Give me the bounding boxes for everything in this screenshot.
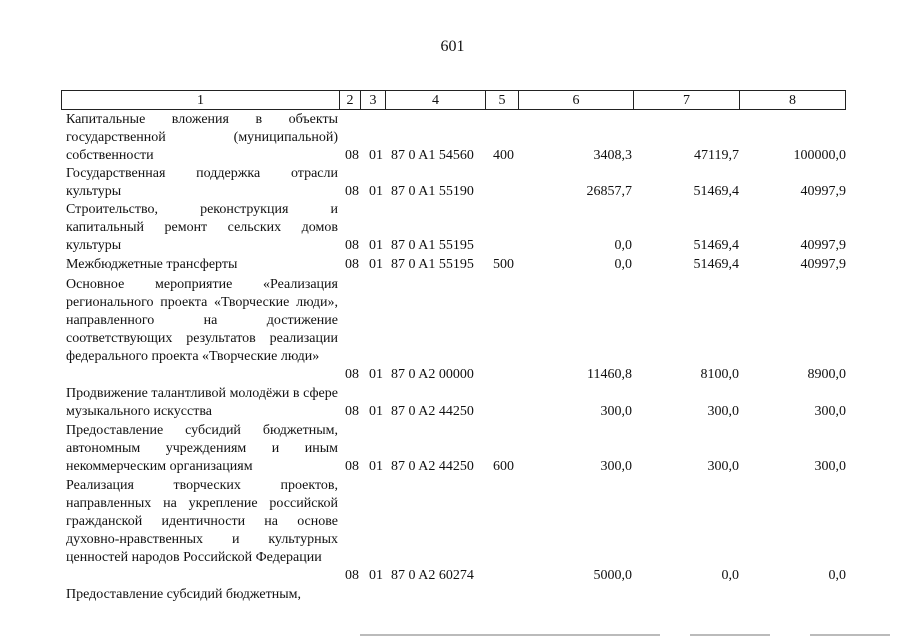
row-value-col8: 0,0 bbox=[828, 568, 846, 583]
row-value-col8: 8900,0 bbox=[807, 367, 846, 382]
row-subsection: 01 bbox=[369, 367, 383, 382]
row-expense-type: 500 bbox=[493, 257, 514, 272]
row-value-col8: 40997,9 bbox=[800, 238, 846, 253]
row-value-col7: 51469,4 bbox=[693, 257, 739, 272]
row-target-code: 87 0 A1 55190 bbox=[391, 184, 474, 199]
row-value-col8: 40997,9 bbox=[800, 257, 846, 272]
row-section: 08 bbox=[345, 184, 359, 199]
row-value-col6: 11460,8 bbox=[587, 367, 632, 382]
row-value-col8: 40997,9 bbox=[800, 184, 846, 199]
row-target-code: 87 0 A1 55195 bbox=[391, 257, 474, 272]
row-value-col6: 0,0 bbox=[614, 238, 632, 253]
header-col-2: 2 bbox=[346, 93, 354, 108]
header-col-7: 7 bbox=[683, 93, 690, 108]
row-target-code: 87 0 A2 44250 bbox=[391, 459, 474, 474]
row-description: Предоставление субсидий бюджетным, автономным учреждениям и иным некоммерческим организациям bbox=[66, 423, 338, 474]
row-description: Основное мероприятие «Реализация регионального проекта «Творческие люди», направленного на достижение соответствующих результатов реализации федерального проекта «Творческие люди» bbox=[66, 277, 338, 364]
row-target-code: 87 0 A2 44250 bbox=[391, 404, 474, 419]
header-col-4: 4 bbox=[432, 93, 439, 108]
header-col-6: 6 bbox=[572, 93, 580, 108]
row-subsection: 01 bbox=[369, 404, 383, 419]
row-subsection: 01 bbox=[369, 568, 383, 583]
scan-artifact bbox=[690, 634, 770, 636]
row-description: Продвижение талантливой молодёжи в сфере музыкального искусства bbox=[66, 386, 338, 419]
row-value-col6: 0,0 bbox=[614, 257, 632, 272]
row-section: 08 bbox=[345, 148, 359, 163]
row-description: Межбюджетные трансферты bbox=[66, 257, 238, 272]
row-value-col8: 300,0 bbox=[814, 404, 846, 419]
row-section: 08 bbox=[345, 459, 359, 474]
row-expense-type: 600 bbox=[493, 459, 514, 474]
row-target-code: 87 0 A2 00000 bbox=[391, 367, 474, 382]
row-value-col8: 300,0 bbox=[814, 459, 846, 474]
row-value-col7: 0,0 bbox=[721, 568, 739, 583]
row-subsection: 01 bbox=[369, 184, 383, 199]
row-value-col7: 47119,7 bbox=[694, 148, 739, 163]
row-value-col6: 300,0 bbox=[600, 404, 632, 419]
row-section: 08 bbox=[345, 367, 359, 382]
row-value-col7: 300,0 bbox=[707, 404, 739, 419]
scan-artifact bbox=[360, 634, 660, 636]
row-value-col8: 100000,0 bbox=[793, 148, 846, 163]
row-value-col6: 3408,3 bbox=[593, 148, 632, 163]
table-header bbox=[61, 90, 846, 110]
row-expense-type: 400 bbox=[493, 148, 514, 163]
header-col-1: 1 bbox=[197, 93, 204, 108]
row-section: 08 bbox=[345, 404, 359, 419]
row-description: Реализация творческих проектов, направленных на укрепление российской гражданской идентичности на основе духовно-нравственных и культурных ценностей народов Российской Федерации bbox=[66, 478, 338, 565]
row-subsection: 01 bbox=[369, 238, 383, 253]
row-target-code: 87 0 A1 54560 bbox=[391, 148, 474, 163]
row-value-col7: 51469,4 bbox=[693, 184, 739, 199]
row-target-code: 87 0 A2 60274 bbox=[391, 568, 474, 583]
row-value-col6: 300,0 bbox=[600, 459, 632, 474]
header-col-5: 5 bbox=[498, 93, 506, 108]
row-subsection: 01 bbox=[369, 148, 383, 163]
row-target-code: 87 0 A1 55195 bbox=[391, 238, 474, 253]
row-section: 08 bbox=[345, 257, 359, 272]
row-description: Строительство, реконструкция и капитальный ремонт сельских домов культуры bbox=[66, 202, 338, 253]
row-value-col7: 51469,4 bbox=[693, 238, 739, 253]
row-value-col6: 26857,7 bbox=[586, 184, 632, 199]
row-subsection: 01 bbox=[369, 257, 383, 272]
row-description: Капитальные вложения в объекты государственной (муниципальной) собственности bbox=[66, 112, 338, 163]
page-number: 601 bbox=[440, 38, 465, 55]
row-value-col6: 5000,0 bbox=[593, 568, 632, 583]
row-subsection: 01 bbox=[369, 459, 383, 474]
row-section: 08 bbox=[345, 238, 359, 253]
header-col-8: 8 bbox=[789, 93, 796, 108]
scan-artifact bbox=[810, 634, 890, 636]
row-value-col7: 300,0 bbox=[707, 459, 739, 474]
row-description: Предоставление субсидий бюджетным, bbox=[66, 587, 302, 602]
header-col-3: 3 bbox=[369, 93, 377, 108]
row-value-col7: 8100,0 bbox=[700, 367, 739, 382]
row-description: Государственная поддержка отрасли культуры bbox=[66, 166, 338, 199]
row-section: 08 bbox=[345, 568, 359, 583]
